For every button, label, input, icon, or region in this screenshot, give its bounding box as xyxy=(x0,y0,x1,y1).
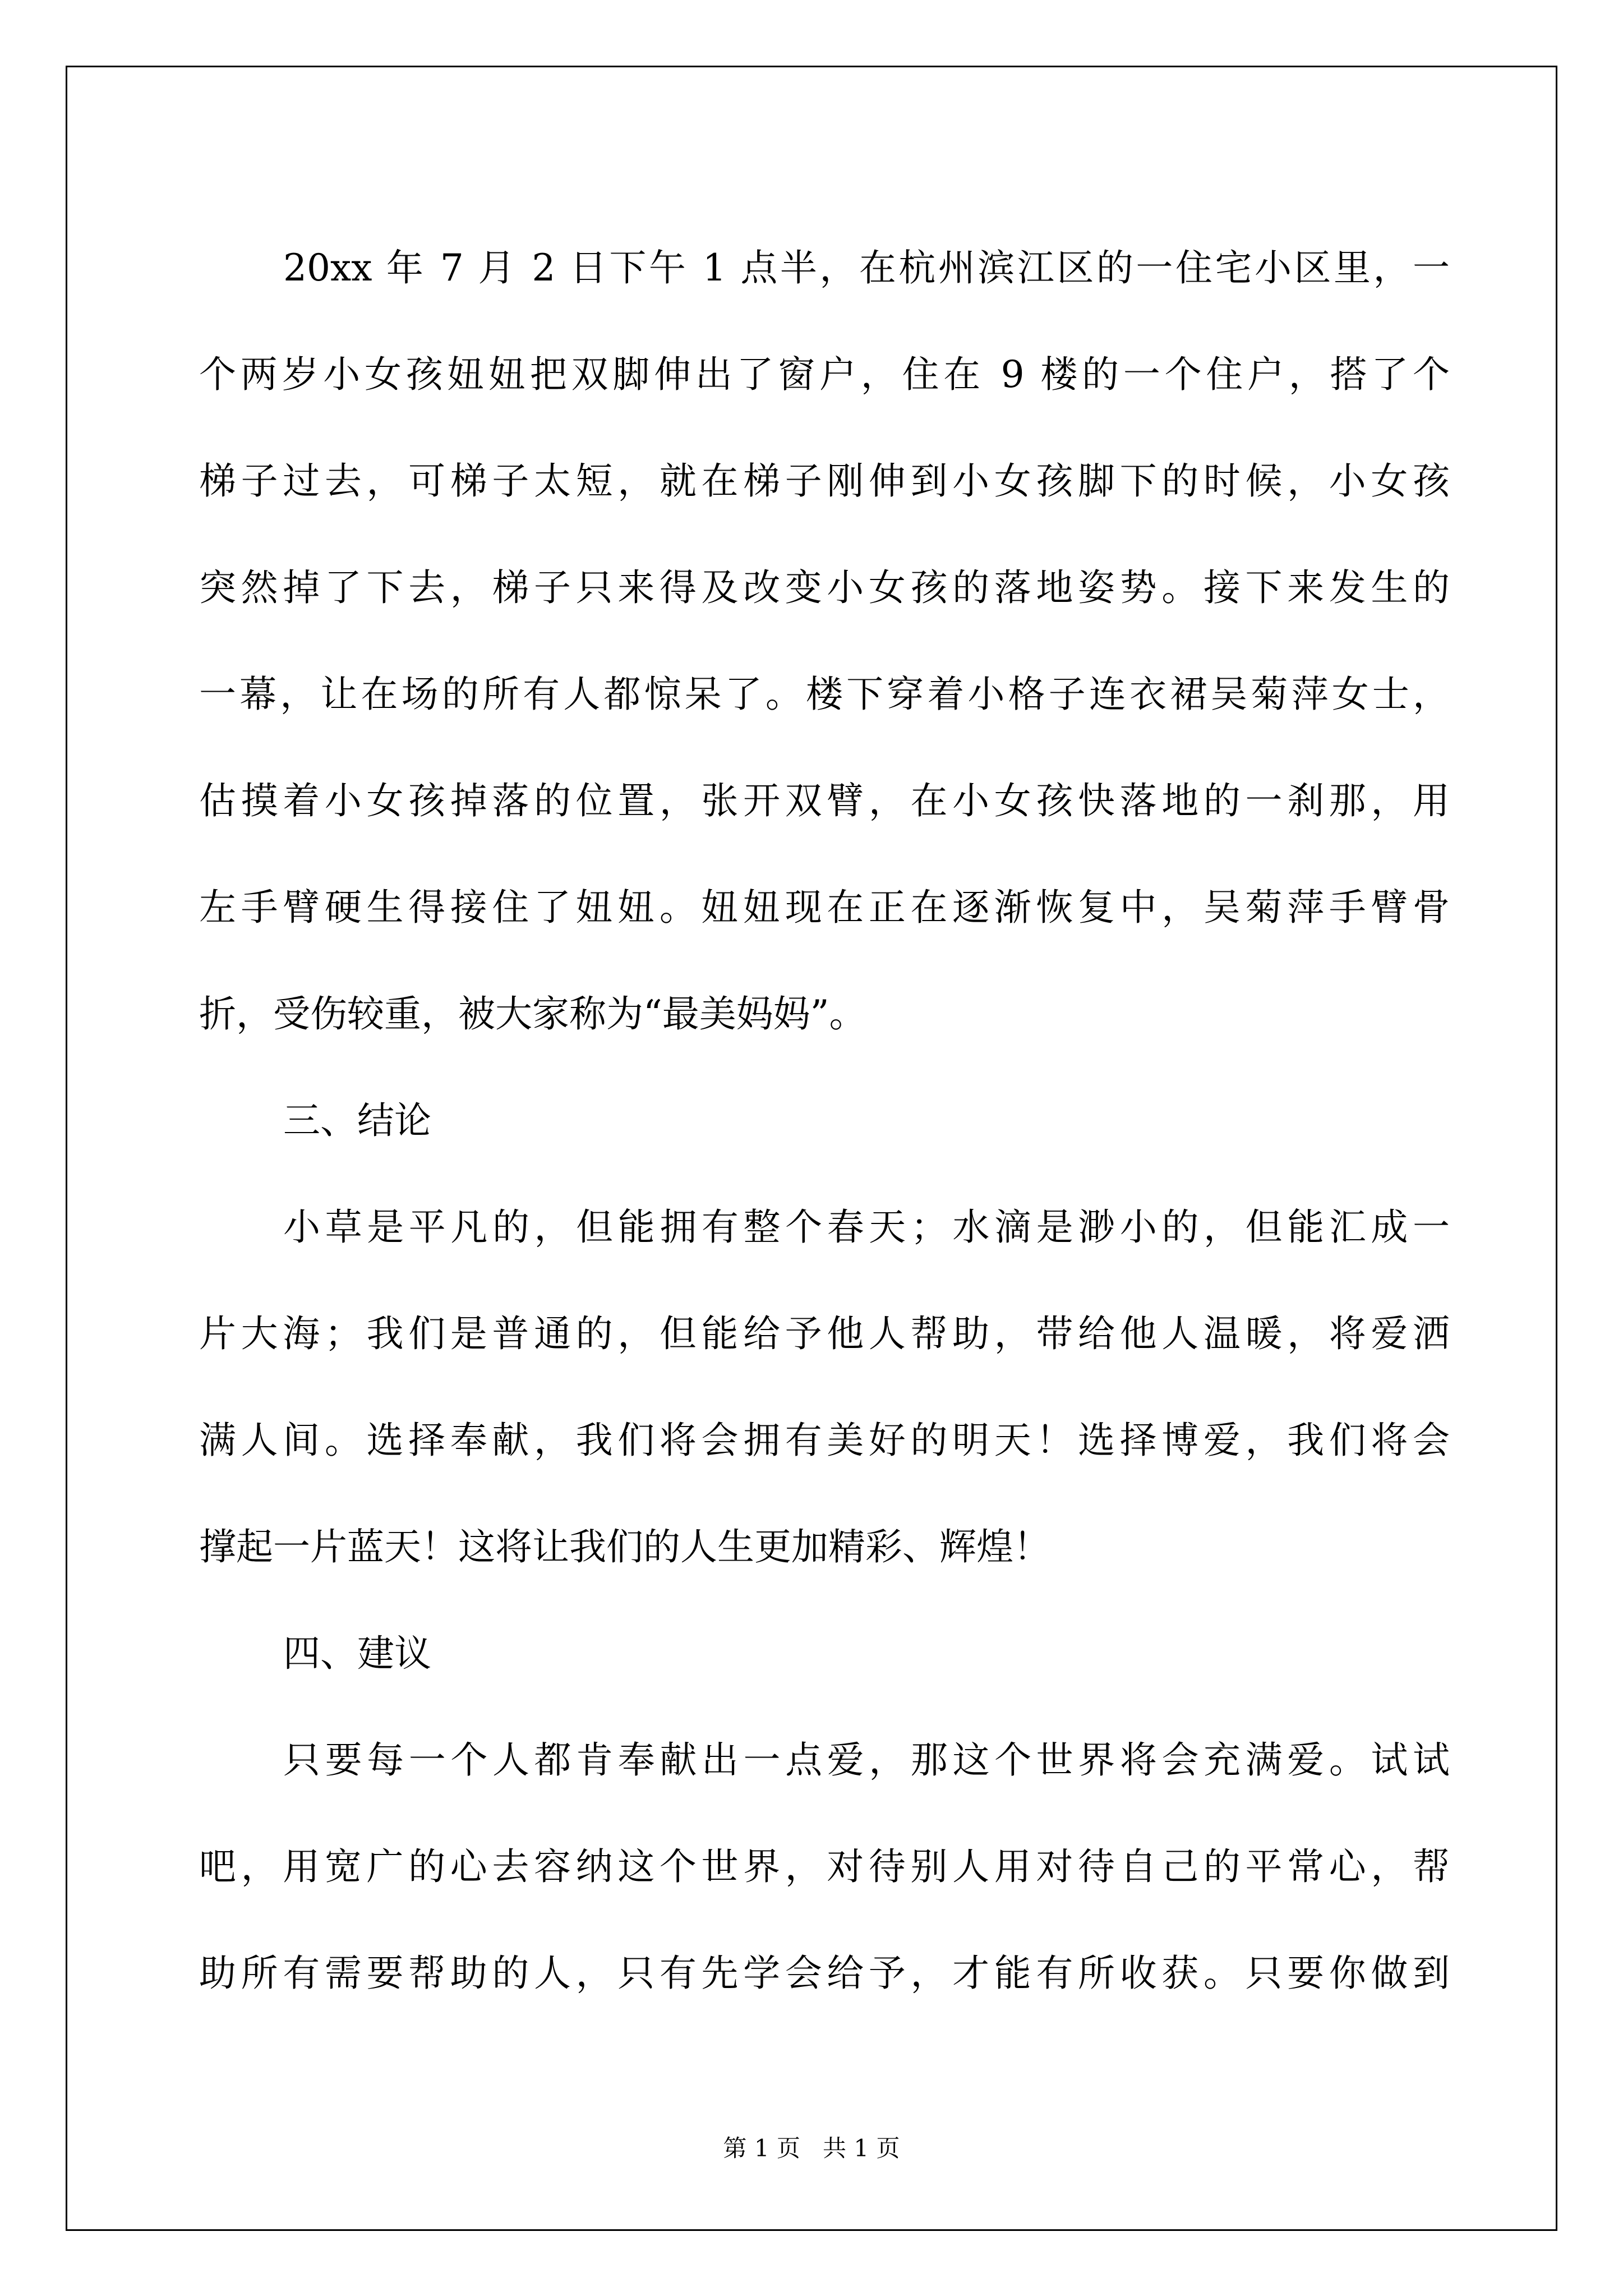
paragraph-line: 撑起一片蓝天！这将让我们的人生更加精彩、辉煌！ xyxy=(199,1525,1050,1568)
paragraph-line: 估摸着小女孩掉落的位置，张开双臂，在小女孩快落地的一刹那，用 xyxy=(199,779,1450,822)
paragraph-line: 吧，用宽广的心去容纳这个世界，对待别人用对待自己的平常心，帮 xyxy=(199,1845,1450,1888)
paragraph-line: 小草是平凡的，但能拥有整个春天；水滴是渺小的，但能汇成一 xyxy=(283,1205,1450,1249)
section-heading-suggestion: 四、建议 xyxy=(283,1632,431,1675)
paragraph-line: 满人间。选择奉献，我们将会拥有美好的明天！选择博爱，我们将会 xyxy=(199,1419,1450,1462)
paragraph-line: 一幕，让在场的所有人都惊呆了。楼下穿着小格子连衣裙吴菊萍女士， xyxy=(199,673,1450,716)
section-heading-conclusion: 三、结论 xyxy=(283,1099,431,1142)
paragraph-line: 助所有需要帮助的人，只有先学会给予，才能有所收获。只要你做到 xyxy=(199,1952,1450,1995)
paragraph-line: 左手臂硬生得接住了妞妞。妞妞现在正在逐渐恢复中，吴菊萍手臂骨 xyxy=(199,886,1450,929)
paragraph-line: 只要每一个人都肯奉献出一点爱，那这个世界将会充满爱。试试 xyxy=(283,1738,1450,1782)
paragraph-line: 梯子过去，可梯子太短，就在梯子刚伸到小女孩脚下的时候，小女孩 xyxy=(199,459,1450,503)
page-footer xyxy=(0,2132,1623,2165)
paragraph-line: 个两岁小女孩妞妞把双脚伸出了窗户，住在 9 楼的一个住户，搭了个 xyxy=(199,353,1450,396)
paragraph-line: 突然掉了下去，梯子只来得及改变小女孩的落地姿势。接下来发生的 xyxy=(199,566,1450,609)
paragraph-line: 折，受伤较重，被大家称为“最美妈妈”。 xyxy=(199,992,866,1036)
document-body xyxy=(199,215,1450,2027)
page-number: 第 1 页 共 1 页 xyxy=(723,2134,900,2162)
paragraph-line: 片大海；我们是普通的，但能给予他人帮助，带给他人温暖，将爱洒 xyxy=(199,1312,1450,1355)
paragraph-line: 20xx 年 7 月 2 日下午 1 点半，在杭州滨江区的一住宅小区里，一 xyxy=(283,246,1450,289)
